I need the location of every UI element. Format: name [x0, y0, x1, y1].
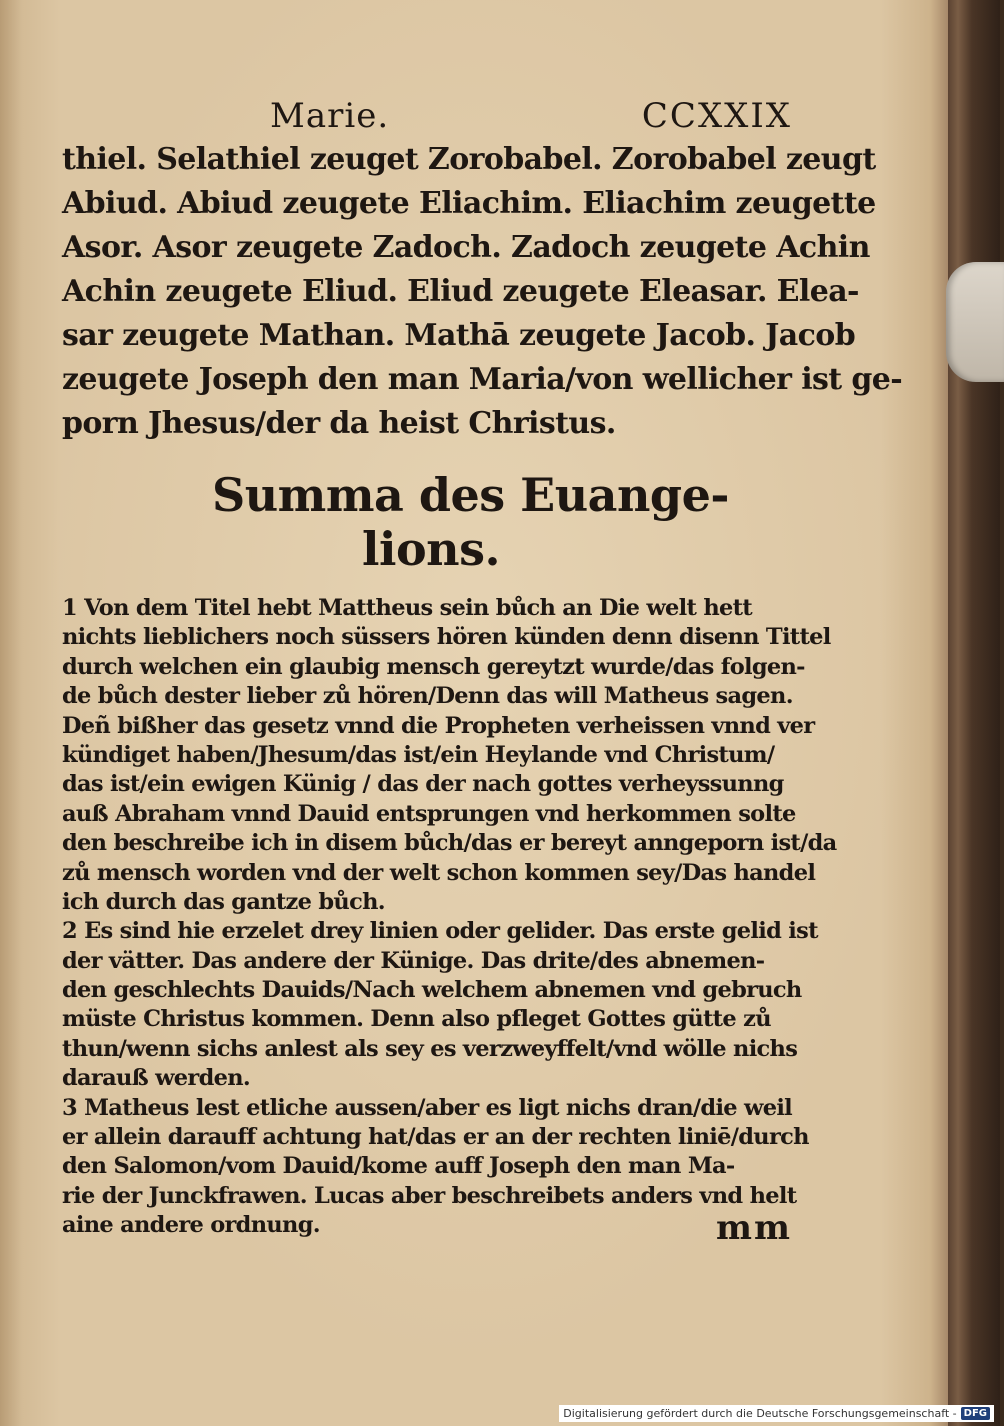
book-fore-edge [948, 0, 1000, 1426]
digitization-credit [559, 1405, 994, 1422]
text-line: kündiget haben/Jhesum/das ist/ein Heylande vnd Christum/ [62, 741, 775, 768]
book-clasp [946, 262, 1004, 382]
text-line: 1 Von dem Titel hebt Mattheus sein bůch an Die welt hett [62, 595, 752, 621]
text-line: Achin zeugete Eliud. Eliud zeugete Eleasar. Elea- [62, 274, 859, 309]
folio-number: CCXXIX [641, 96, 792, 136]
text-line: den geschlechts Dauids/Nach welchem abnemen vnd gebruch [62, 977, 802, 1004]
text-line: thun/wenn sichs anlest als sey es verzweyffelt/vnd wölle nichs [62, 1035, 798, 1062]
text-line: den Salomon/vom Dauid/kome auff Joseph den man Ma- [62, 1153, 735, 1180]
text-block [62, 96, 903, 1248]
text-line: rie der Junckfrawen. Lucas aber beschreibets anders vnd helt [62, 1182, 797, 1209]
credit-text: Digitalisierung gefördert durch die Deutsche Forschungsgemeinschaft - [563, 1407, 957, 1420]
text-line: Abiud. Abiud zeugete Eliachim. Eliachim zeugette [62, 186, 876, 221]
text-line: darauß werden. [62, 1065, 251, 1092]
text-line: das ist/ein ewigen Künig / das der nach gottes verheyssunng [62, 771, 784, 798]
text-line: er allein darauff achtung hat/das er an der rechten liniē/durch [62, 1124, 809, 1151]
section-heading-line-1: Summa des Euange- [212, 468, 729, 522]
text-line: 3 Matheus lest etliche aussen/aber es ligt nichs dran/die weil [62, 1094, 793, 1121]
text-line: nichts lieblichers noch süssers hören künden denn disenn Tittel [62, 624, 831, 651]
text-line: auß Abraham vnnd Dauid entsprungen vnd herkommen solte [62, 800, 796, 827]
text-line: porn Jhesus/der da heist Christus. [62, 406, 616, 441]
text-line: ich durch das gantze bůch. [62, 888, 385, 915]
dfg-logo: DFG [961, 1407, 990, 1420]
text-line: zeugete Joseph den man Maria/von wellicher ist ge- [62, 362, 903, 397]
text-line: der vätter. Das andere der Künige. Das drite/des abnemen- [62, 947, 765, 974]
text-line: sar zeugete Mathan. Mathā zeugete Jacob. Jacob [62, 318, 856, 353]
running-head: Marie. [270, 96, 390, 136]
text-line: den beschreibe ich in disem bůch/das er bereyt anngeporn ist/da [62, 830, 837, 857]
text-line: durch welchen ein glaubig mensch gereytzt wurde/das folgen- [62, 653, 805, 680]
text-line: Deñ bißher das gesetz vnnd die Propheten verheissen vnnd ver [62, 712, 815, 739]
section-heading-line-2: lions. [362, 522, 500, 576]
text-line: müste Christus kommen. Denn also pfleget Gottes gütte zů [62, 1006, 771, 1033]
text-line: aine andere ordnung. [62, 1212, 320, 1239]
text-line: 2 Es sind hie erzelet drey linien oder gelider. Das erste gelid ist [62, 918, 818, 945]
text-line: Asor. Asor zeugete Zadoch. Zadoch zeugete Achin [62, 230, 870, 265]
page-header [62, 96, 792, 138]
text-line: de bůch dester lieber zů hören/Denn das will Matheus sagen. [62, 683, 793, 710]
text-line: zů mensch worden vnd der welt schon kommen sey/Das handel [62, 859, 816, 886]
signature-mark: mm [716, 1208, 792, 1248]
genealogy-text [62, 138, 903, 446]
text-line: thiel. Selathiel zeuget Zorobabel. Zorobabel zeugt [62, 142, 876, 177]
summary-text [62, 594, 837, 1241]
